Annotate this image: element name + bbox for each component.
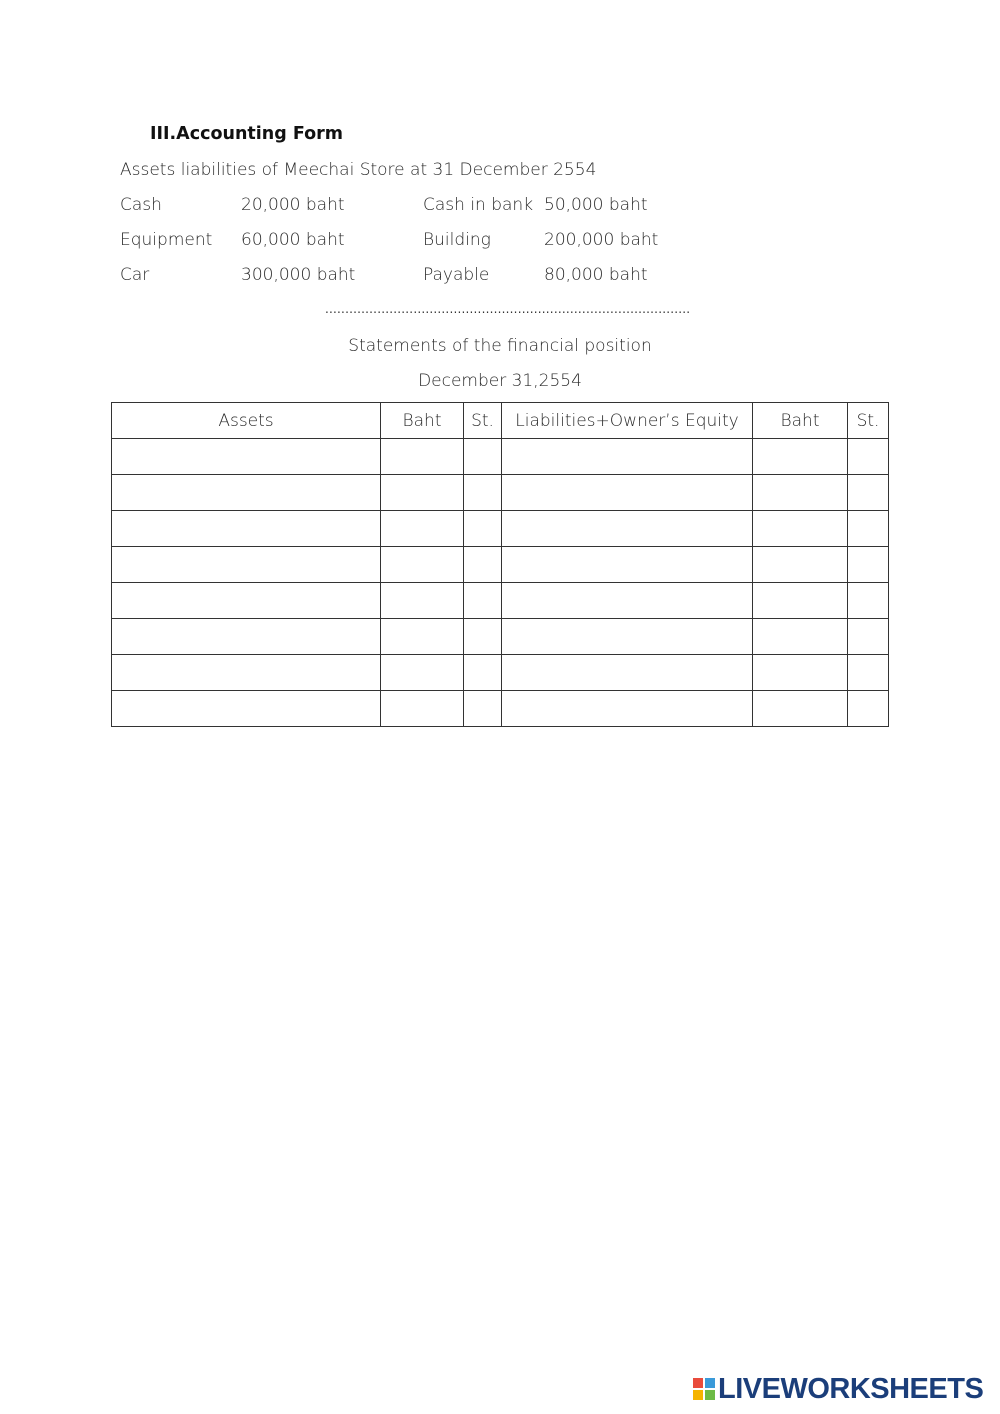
assets-cell[interactable] xyxy=(112,475,381,511)
table-row xyxy=(112,619,889,655)
header-st: St. xyxy=(848,403,889,439)
liabilities-equity-cell[interactable] xyxy=(502,475,753,511)
assets-cell[interactable] xyxy=(112,655,381,691)
liabilities-equity-cell[interactable] xyxy=(502,583,753,619)
baht-cell[interactable] xyxy=(753,511,848,547)
item-amount: 200,000 baht xyxy=(544,230,659,250)
assets-cell[interactable] xyxy=(112,511,381,547)
st-cell[interactable] xyxy=(848,547,889,583)
table-row xyxy=(112,475,889,511)
st-cell[interactable] xyxy=(464,439,502,475)
baht-cell[interactable] xyxy=(381,439,464,475)
header-st: St. xyxy=(464,403,502,439)
liabilities-equity-cell[interactable] xyxy=(502,619,753,655)
section-heading: III.Accounting Form xyxy=(150,124,343,144)
st-cell[interactable] xyxy=(848,511,889,547)
st-cell[interactable] xyxy=(464,691,502,727)
liabilities-equity-cell[interactable] xyxy=(502,511,753,547)
table-row xyxy=(112,511,889,547)
header-baht: Baht xyxy=(381,403,464,439)
baht-cell[interactable] xyxy=(753,547,848,583)
logo-mark-icon xyxy=(693,1378,715,1400)
item-amount: 60,000 baht xyxy=(241,230,345,250)
st-cell[interactable] xyxy=(848,583,889,619)
baht-cell[interactable] xyxy=(381,475,464,511)
item-amount: 80,000 baht xyxy=(544,265,648,285)
logo-block xyxy=(693,1378,703,1388)
intro-text: Assets liabilities of Meechai Store at 31 December 2554 xyxy=(120,160,597,180)
logo-block xyxy=(705,1390,715,1400)
table-body xyxy=(112,439,889,727)
statement-date: December 31,2554 xyxy=(418,371,582,391)
st-cell[interactable] xyxy=(848,655,889,691)
logo-wordmark: LIVEWORKSHEETS xyxy=(718,1372,984,1405)
baht-cell[interactable] xyxy=(753,475,848,511)
st-cell[interactable] xyxy=(464,583,502,619)
item-amount: 50,000 baht xyxy=(544,195,648,215)
assets-cell[interactable] xyxy=(112,583,381,619)
baht-cell[interactable] xyxy=(753,691,848,727)
baht-cell[interactable] xyxy=(381,655,464,691)
assets-cell[interactable] xyxy=(112,547,381,583)
st-cell[interactable] xyxy=(848,475,889,511)
header-liabilities-equity: Liabilities+Owner’s Equity xyxy=(502,403,753,439)
assets-cell[interactable] xyxy=(112,619,381,655)
table-row xyxy=(112,583,889,619)
item-amount: 20,000 baht xyxy=(241,195,345,215)
answer-blank-line[interactable]: ........................................................................................... xyxy=(325,302,691,316)
header-baht: Baht xyxy=(753,403,848,439)
table-row xyxy=(112,547,889,583)
item-name: Cash xyxy=(120,195,162,215)
item-name: Building xyxy=(423,230,491,250)
item-name: Payable xyxy=(423,265,490,285)
liveworksheets-logo xyxy=(693,1373,983,1405)
baht-cell[interactable] xyxy=(753,619,848,655)
table-row xyxy=(112,655,889,691)
baht-cell[interactable] xyxy=(381,511,464,547)
logo-block xyxy=(705,1378,715,1388)
item-name: Car xyxy=(120,265,150,285)
baht-cell[interactable] xyxy=(381,583,464,619)
logo-block xyxy=(693,1390,703,1400)
liabilities-equity-cell[interactable] xyxy=(502,439,753,475)
st-cell[interactable] xyxy=(464,475,502,511)
item-amount: 300,000 baht xyxy=(241,265,356,285)
st-cell[interactable] xyxy=(848,691,889,727)
baht-cell[interactable] xyxy=(381,547,464,583)
balance-sheet-table xyxy=(111,402,889,727)
table-header-row xyxy=(112,403,889,439)
st-cell[interactable] xyxy=(464,655,502,691)
baht-cell[interactable] xyxy=(381,691,464,727)
st-cell[interactable] xyxy=(848,439,889,475)
baht-cell[interactable] xyxy=(753,439,848,475)
baht-cell[interactable] xyxy=(753,655,848,691)
statement-title: Statements of the financial position xyxy=(348,336,652,356)
st-cell[interactable] xyxy=(464,619,502,655)
item-name: Equipment xyxy=(120,230,213,250)
assets-cell[interactable] xyxy=(112,691,381,727)
header-assets: Assets xyxy=(112,403,381,439)
st-cell[interactable] xyxy=(464,547,502,583)
liabilities-equity-cell[interactable] xyxy=(502,547,753,583)
item-name: Cash in bank xyxy=(423,195,534,215)
baht-cell[interactable] xyxy=(381,619,464,655)
st-cell[interactable] xyxy=(848,619,889,655)
st-cell[interactable] xyxy=(464,511,502,547)
liabilities-equity-cell[interactable] xyxy=(502,655,753,691)
table-row xyxy=(112,691,889,727)
liabilities-equity-cell[interactable] xyxy=(502,691,753,727)
table-row xyxy=(112,439,889,475)
baht-cell[interactable] xyxy=(753,583,848,619)
assets-cell[interactable] xyxy=(112,439,381,475)
